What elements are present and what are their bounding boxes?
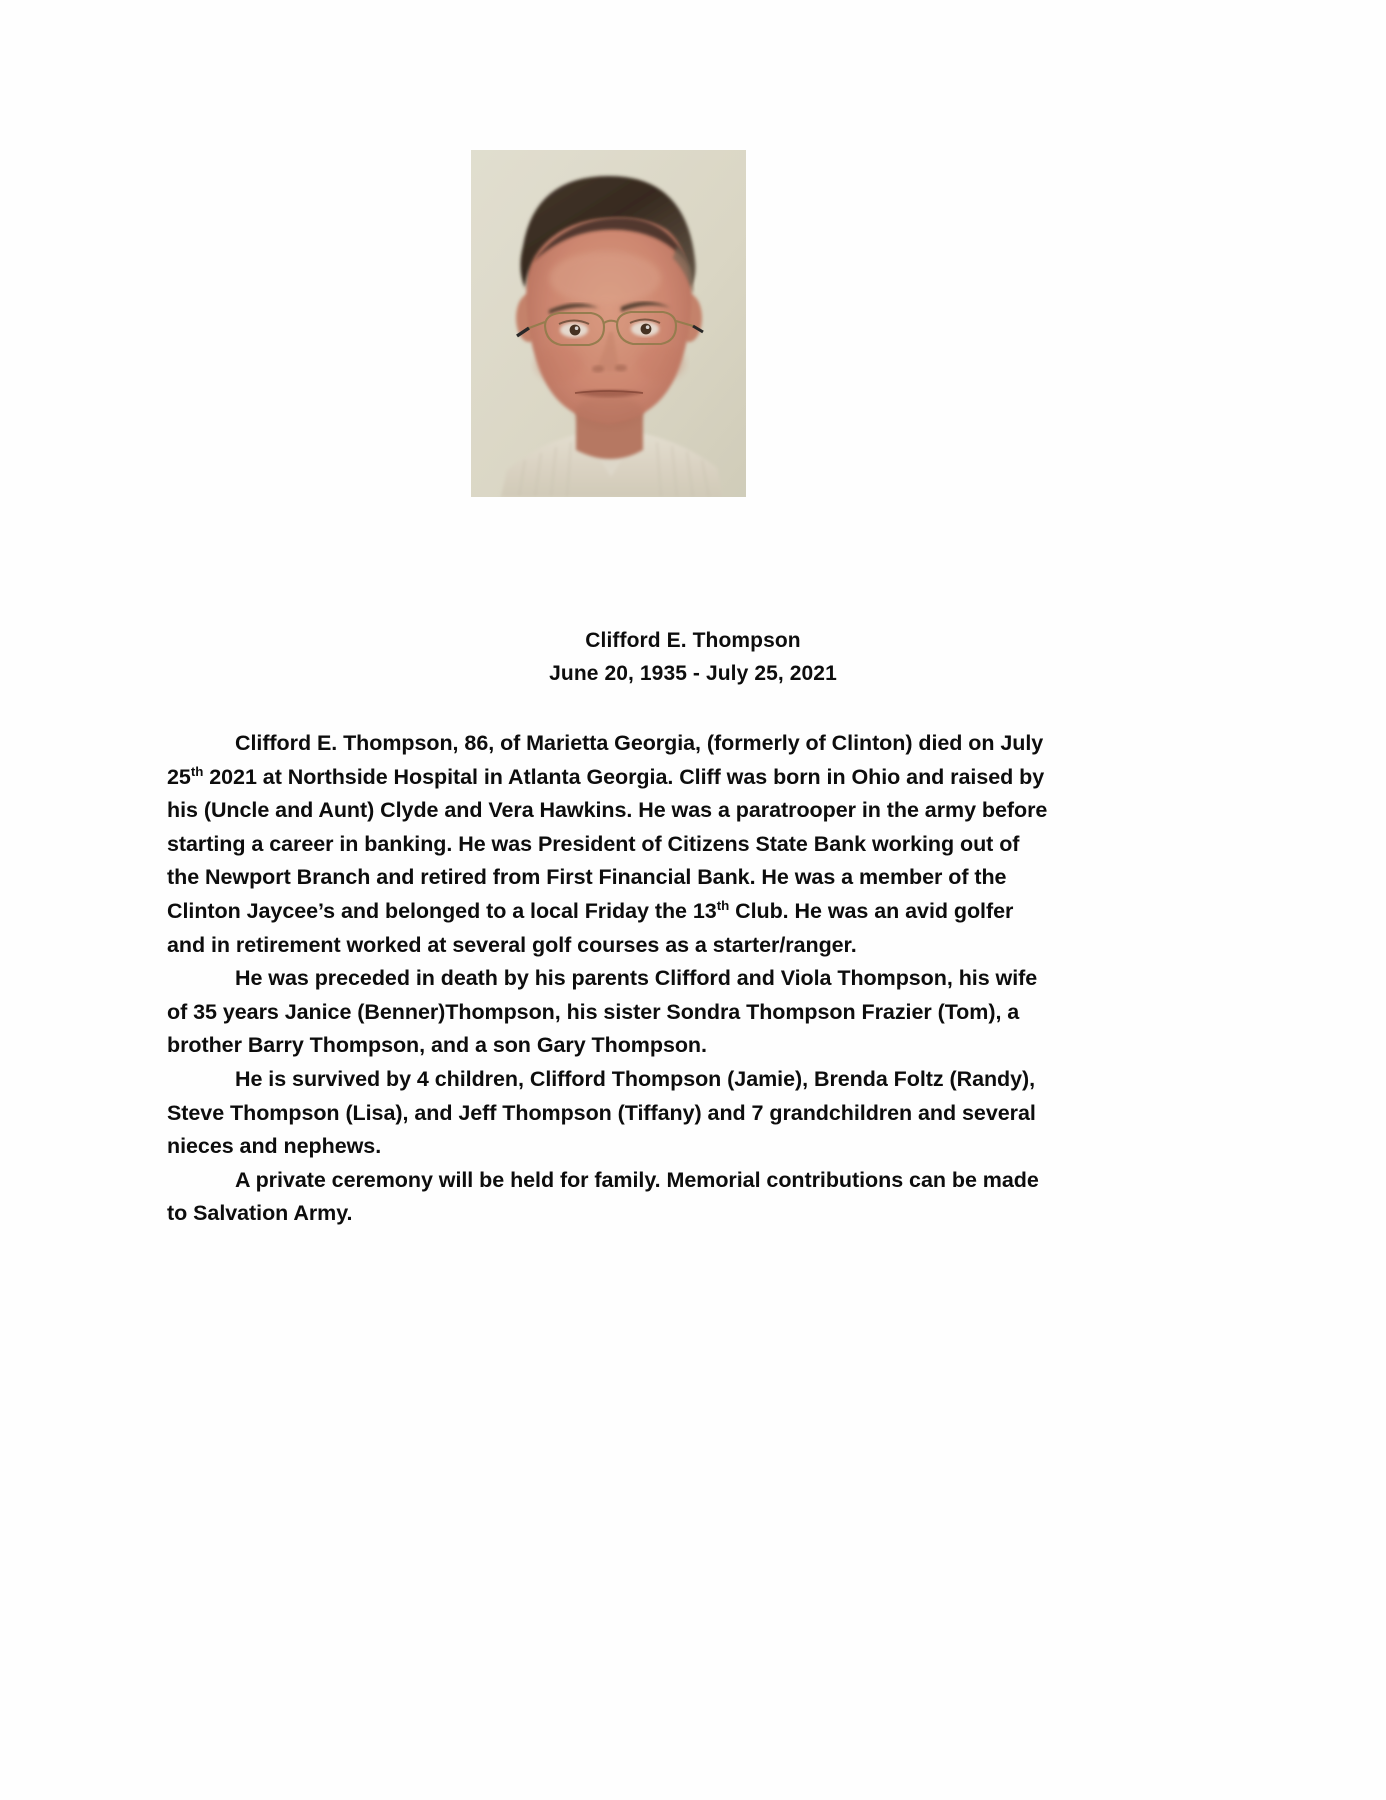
obituary-paragraph-2: He was preceded in death by his parents Clifford and Viola Thompson, his wife of 35 years Janice (Benner)Thompson, his sister Sondra Thompson Frazier (Tom), a brother Barry Thompson, and a son Gary Thompson. (167, 966, 1038, 1058)
obituary-paragraph-4: A private ceremony will be held for family. Memorial contributions can be made to Salvation Army. (167, 1167, 1039, 1226)
deceased-name: Clifford E. Thompson (585, 629, 801, 652)
paragraph-1-text-c: Club. He was an avid golfer and in retirement worked at several golf courses as a starter/ranger. (167, 898, 1014, 957)
paragraph-1-text-b: 2021 at Northside Hospital in Atlanta Georgia. Cliff was born in Ohio and raised by his (Uncle and Aunt) Clyde and Vera Hawkins. He was a paratrooper in the army before starting a career in banking. He was President of Citizens State Bank working out of the Newport Branch and retired from First Financial Bank. He was a member of the Clinton Jaycee’s and belonged to a local Friday the 13 (167, 764, 1048, 923)
obituary-paragraph-3: He is survived by 4 children, Clifford Thompson (Jamie), Brenda Foltz (Randy), Steve Thompson (Lisa), and Jeff Thompson (Tiffany) and 7 grandchildren and several nieces and nephews. (167, 1066, 1036, 1159)
obituary-body (167, 727, 1053, 1231)
portrait-photo (471, 150, 746, 497)
portrait-photo-image (471, 150, 746, 497)
deceased-dates: June 20, 1935 - July 25, 2021 (549, 662, 837, 685)
ordinal-suffix-th-2: th (716, 897, 730, 913)
memorial-heading (0, 624, 1386, 690)
obituary-paragraph-1 (167, 727, 1053, 962)
paragraph-1-text-a: Clifford E. Thompson, 86, of Marietta Georgia, (formerly of Clinton) died on July 25 (167, 731, 1044, 789)
ordinal-suffix-th-1: th (190, 763, 204, 779)
